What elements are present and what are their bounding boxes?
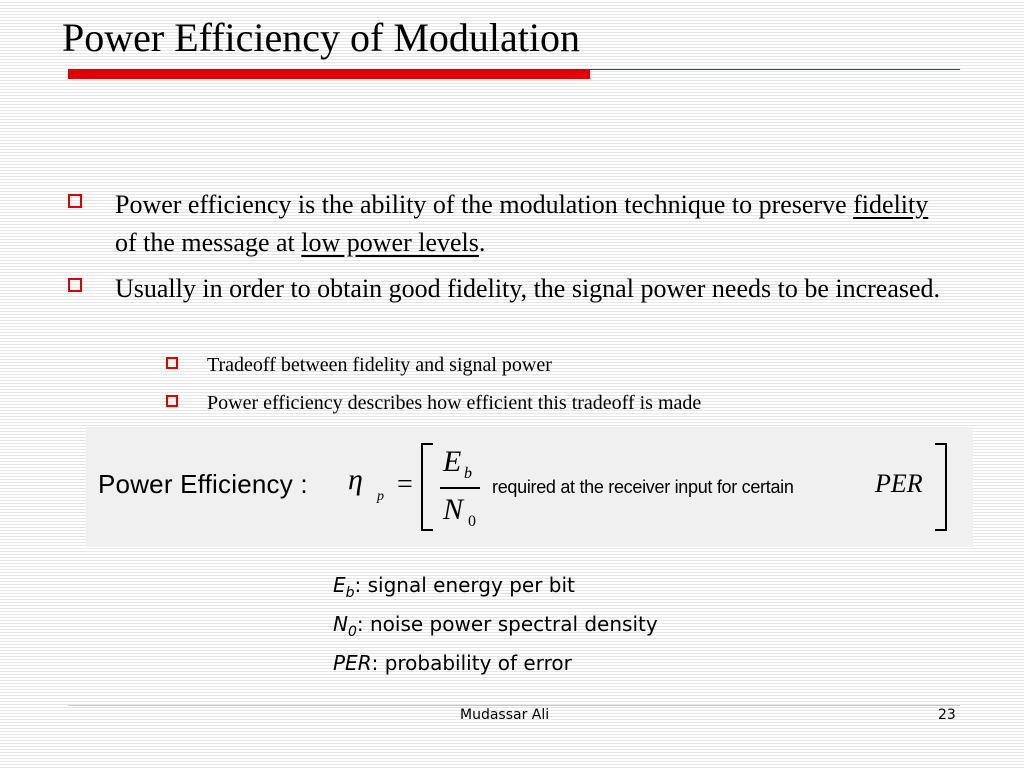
sub-bullet-box-icon bbox=[166, 395, 178, 407]
bullet-text: Power efficiency is the ability of the modulation technique to preserve fidelity of the message at low power levels. bbox=[115, 190, 929, 257]
formula-box bbox=[86, 427, 973, 547]
footer-author: Mudassar Ali bbox=[460, 707, 550, 723]
right-bracket bbox=[935, 443, 947, 531]
eta-symbol: η bbox=[348, 463, 363, 496]
page-number: 23 bbox=[938, 707, 956, 723]
title-underline-line bbox=[590, 69, 960, 70]
bullet-text: Usually in order to obtain good fidelity, the signal power needs to be increased. bbox=[115, 274, 941, 303]
bullet-item bbox=[115, 270, 955, 308]
sub-bullet-item: Tradeoff between fidelity and signal power bbox=[207, 354, 552, 376]
fidelity-link: fidelity bbox=[853, 190, 929, 219]
eta-subscript: p bbox=[377, 489, 384, 504]
left-bracket bbox=[421, 443, 433, 531]
formula-label: Power Efficiency : bbox=[98, 469, 308, 499]
equals-sign: = bbox=[397, 469, 413, 500]
legend-item: $E_b$: signal energy per bit bbox=[333, 573, 575, 601]
fraction-numerator: E bbox=[443, 445, 462, 478]
fraction-numerator-subscript: b bbox=[464, 465, 472, 482]
low-power-levels-link: low power levels bbox=[301, 228, 479, 257]
bullet-item bbox=[115, 186, 955, 262]
bullet-box-icon bbox=[68, 194, 82, 208]
fraction-line bbox=[440, 487, 480, 489]
legend-item: $N_0$: noise power spectral density bbox=[333, 612, 658, 640]
sub-bullet-item: Power efficiency describes how efficient this tradeoff is made bbox=[207, 392, 702, 414]
sub-bullet-box-icon bbox=[166, 357, 178, 369]
legend-item: PER: probability of error bbox=[333, 651, 572, 675]
fraction-denominator-subscript: 0 bbox=[468, 513, 476, 530]
symbol-legend bbox=[333, 570, 658, 679]
title-underline-bar bbox=[68, 69, 590, 79]
per-symbol: PER bbox=[875, 469, 923, 498]
slide-title: Power Efficiency of Modulation bbox=[62, 15, 581, 60]
formula-condition: required at the receiver input for certain bbox=[492, 477, 794, 497]
fraction-denominator: N bbox=[443, 493, 464, 526]
footer-divider bbox=[68, 705, 960, 706]
bullet-box-icon bbox=[68, 278, 82, 292]
